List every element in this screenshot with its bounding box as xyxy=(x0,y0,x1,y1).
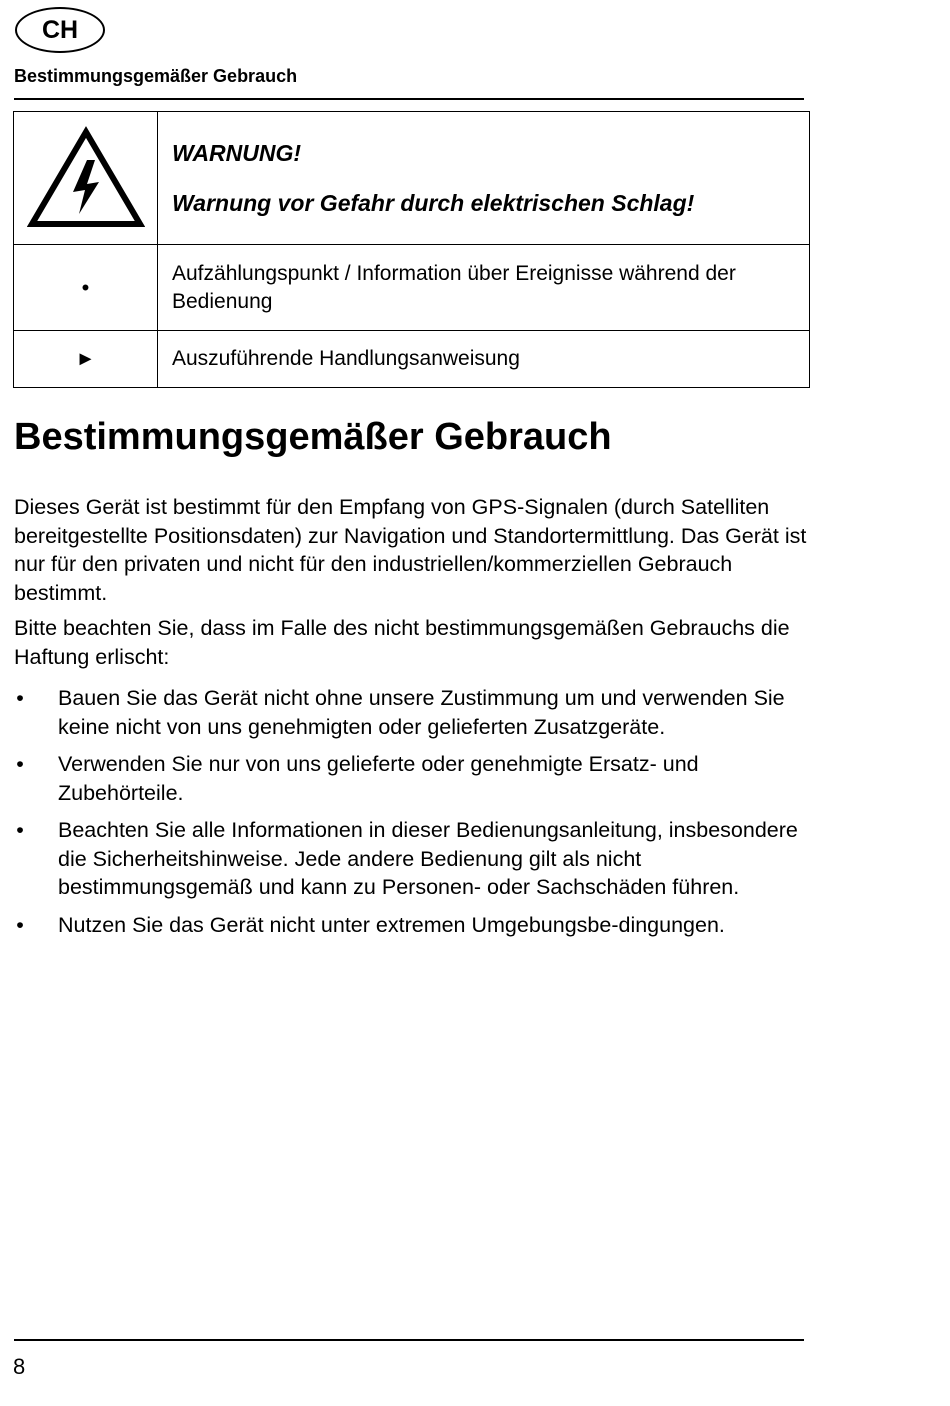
legend-row-warning xyxy=(14,112,810,245)
bullet-dot: • xyxy=(16,912,24,937)
list-item-text: Beachten Sie alle Informationen in dieser Bedienungsanleitung, insbesondere die Sicherheitshinweise. Jede andere Bedienung gilt als nicht bestimmungsgemäß und kann zu Personen- oder Sachschäden führen. xyxy=(58,818,798,899)
bullet-symbol: • xyxy=(14,245,158,331)
list-item xyxy=(14,911,814,940)
running-header-title: Bestimmungsgemäßer Gebrauch xyxy=(14,66,298,86)
section-heading: Bestimmungsgemäßer Gebrauch xyxy=(14,416,612,458)
list-item-text: Nutzen Sie das Gerät nicht unter extremen Umgebungsbe-dingungen. xyxy=(58,912,725,937)
bullet-dot: • xyxy=(16,818,24,842)
legend-row-action xyxy=(14,331,810,388)
usage-rules-list xyxy=(14,684,814,948)
country-code-badge: CH xyxy=(15,7,105,53)
list-item xyxy=(14,816,814,902)
list-item-text: Bauen Sie das Gerät nicht ohne unsere Zustimmung um und verwenden Sie keine nicht von uns genehmigten oder gelieferten Zusatzgeräte. xyxy=(58,686,785,739)
intended-use-paragraph: Dieses Gerät ist bestimmt für den Empfang von GPS-Signalen (durch Satelliten bereitgestellte Positionsdaten) zur Navigation und Standortermittlung. Das Gerät ist nur für den privaten und nicht für den industriellen/kommerziellen Gebrauch bestimmt. xyxy=(14,495,807,605)
action-description: Auszuführende Handlungsanweisung xyxy=(158,331,810,388)
liability-paragraph: Bitte beachten Sie, dass im Falle des nicht bestimmungsgemäßen Gebrauchs die Haftung erlischt: xyxy=(14,616,790,669)
page-number: 8 xyxy=(13,1354,26,1379)
warning-subtitle: Warnung vor Gefahr durch elektrischen Schlag! xyxy=(172,190,695,216)
footer-divider xyxy=(14,1339,804,1341)
list-item xyxy=(14,750,814,807)
header-divider xyxy=(14,98,804,100)
bullet-dot: • xyxy=(16,686,24,710)
electric-shock-warning-icon xyxy=(27,126,145,230)
symbol-legend-table xyxy=(13,111,810,388)
legend-symbol-cell xyxy=(14,112,158,245)
bullet-dot: • xyxy=(16,752,24,776)
list-item xyxy=(14,684,814,741)
bullet-description: Aufzählungspunkt / Information über Ereignisse während der Bedienung xyxy=(158,245,810,331)
action-arrow-symbol: ► xyxy=(14,331,158,388)
warning-title: WARNUNG! xyxy=(172,140,302,166)
legend-row-bullet xyxy=(14,245,810,331)
list-item-text: Verwenden Sie nur von uns gelieferte oder genehmigte Ersatz- und Zubehörteile. xyxy=(58,752,699,805)
legend-text-cell xyxy=(158,112,810,245)
